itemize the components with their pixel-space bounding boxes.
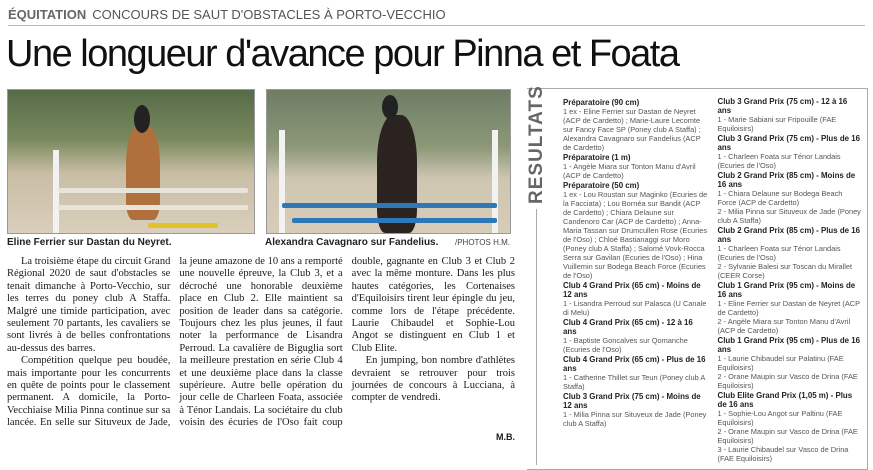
- article-paragraph: En jumping, bon nombre d'athlètes devraient se retrouver pour trois journées de concours à Lucciana, à compter de vendredi.: [351, 355, 515, 404]
- results-entry: 1 - Chiara Delaune sur Bodega Beach Force (ACP de Cardetto): [717, 189, 843, 207]
- results-entry: 2 - Sylvanie Balesi sur Toscan du Mirallet (CEER Corse): [717, 262, 853, 280]
- results-category-title: Club 3 Grand Prix (75 cm) - Plus de 16 ans: [717, 134, 861, 152]
- results-category-title: Club 4 Grand Prix (65 cm) - 12 à 16 ans: [563, 318, 693, 336]
- results-category-title: Préparatoire (1 m): [563, 153, 631, 162]
- results-entry: 1 - Marie Sabiani sur Fripouille (FAE Equiloisirs): [717, 115, 837, 133]
- results-category-title: Club 2 Grand Prix (85 cm) - Plus de 16 ans: [717, 226, 861, 244]
- kicker: [8, 7, 446, 22]
- results-entry: 1 - Laurie Chibaudel sur Palatinu (FAE Equiloisirs): [717, 354, 844, 372]
- article: [7, 256, 515, 442]
- results-entry: 1 ex - Lou Roustan sur Maginko (Ecuries de la Facciata) ; Lou Bornéa sur Bandit (ACP de Cardetto) ; Chiara Delaune sur Candenoro Car (ACP de Cardetto) ; Anna-Maria Tassan sur Drumcullen Rose (Ecuries de l'Oso) ; Chloé Bastianaggi sur Moro (Poney club A Staffa) ; Salomé Vovk-Rocca Serra sur Gavilan (Ecuries de l'Oso) ; Hina Vuillemin sur Bodega Beach Force (Ecuries de l'Oso): [563, 190, 708, 280]
- photo-alexandra-cavagnaro: [266, 89, 511, 234]
- results-entry: 2 - Orane Maupin sur Vasco de Drina (FAE Equiloisirs): [717, 372, 858, 390]
- results-label: RESULTATS: [526, 85, 547, 204]
- results-entry: 1 ex - Eline Ferrier sur Dastan de Neyret (ACP de Cardetto) ; Marie-Laure Lecomte sur Fancy Face SP (Poney club A Staffa) ; Alexandra Cavagnaro sur Fandelius (ACP de Cardetto): [563, 107, 701, 152]
- results-category-title: Club 1 Grand Prix (95 cm) - Plus de 16 ans: [717, 336, 861, 354]
- results-entry: 1 - Sophie-Lou Angot sur Paltinu (FAE Equiloisirs): [717, 409, 843, 427]
- article-body: [7, 256, 515, 430]
- results-list: [563, 97, 863, 463]
- header-rule: [8, 25, 865, 26]
- results-category-title: Préparatoire (90 cm): [563, 98, 640, 107]
- results-entry: 3 - Laurie Chibaudel sur Vasco de Drina (FAE Equiloisirs): [717, 445, 849, 463]
- results-entry: 2 - Orane Maupin sur Vasco de Drina (FAE Equiloisirs): [717, 427, 858, 445]
- article-paragraph: Compétition quelque peu boudée, mais importante pour les concurrents en quête de points pour le classement permanent. A domicile, la Porto-Vecchiaise Milia Pinna continue sur sa lancée. En selle sur Situveux de Jade, la jeune amazone de 10 ans a remporté une nouvelle épreuve, la Club 3, et a décroché une honorable deuxième place en Club 2. Elle maintient sa position de leader dans sa catégorie. Toujours chez les plus jeunes, il faut noter la performance de Lisandra Perroud. La cavalière de Biguglia sort la meilleure prestation en série Club 4 et une deuxième place dans la classe supérieure. Autre belle opération du jour celle de Charleen Foata, associée à Ténor Landais. La sociétaire du club voisin des écuries de l'Oso fait coup double, gagnante en Club 3 et Club 2 avec la même monture. Dans les plus hautes catégories, les Cortenaises d'Equiloisirs tirent leur épingle du jeu, comme lors de l'étape précédente. Laurie Chibaudel et Sophie-Lou Angot se distinguent en Club 1 et Club Elite.: [7, 256, 515, 429]
- results-entry: 1 - Catherine Thillet sur Teun (Poney club A Staffa): [563, 373, 705, 391]
- results-category-title: Club 4 Grand Prix (65 cm) - Plus de 16 ans: [563, 355, 706, 373]
- kicker-text: CONCOURS DE SAUT D'OBSTACLES À PORTO-VECCHIO: [92, 7, 446, 22]
- results-category-title: Club 1 Grand Prix (95 cm) - Moins de 16 ans: [717, 281, 856, 299]
- results-entry: 1 - Lisandra Perroud sur Palasca (U Canale di Melu): [563, 299, 707, 317]
- photo-caption: Eline Ferrier sur Dastan du Neyret.: [7, 237, 172, 248]
- author-signature: M.B.: [496, 431, 515, 442]
- results-category-title: Club 3 Grand Prix (75 cm) - 12 à 16 ans: [717, 97, 848, 115]
- photo-credit: /PHOTOS H.M.: [455, 238, 510, 247]
- results-entry: 2 - Angèle Miara sur Tonton Manu d'Avril (ACP de Cardetto): [717, 317, 851, 335]
- results-category-title: Club 2 Grand Prix (85 cm) - Moins de 16 ans: [717, 171, 856, 189]
- results-category-title: Club 3 Grand Prix (75 cm) - Moins de 12 ans: [563, 392, 701, 410]
- results-entry: 1 - Eline Ferrier sur Dastan de Neyret (ACP de Cardetto): [717, 299, 860, 317]
- results-entry: 1 - Baptiste Goncalves sur Qomanche (Ecuries de l'Oso): [563, 336, 688, 354]
- results-entry: 1 - Angèle Miara sur Tonton Manu d'Avril (ACP de Cardetto): [563, 162, 696, 180]
- results-box: [526, 85, 868, 470]
- results-entry: 1 - Charleen Foata sur Ténor Landais (Ecuries de l'Oso): [717, 152, 841, 170]
- article-paragraph: La troisième étape du circuit Grand Régional 2020 de saut d'obstacles se tenait dimanche à Porto-Vecchio, sur les terres du poney club A Staffa. Malgré une timide participation, avec seulement 70 partants, les cavaliers se sont livrés à de belles confrontations au-dessus des barres.: [7, 256, 171, 354]
- headline: Une longueur d'avance pour Pinna et Foata: [6, 33, 679, 75]
- section-label: ÉQUITATION: [8, 7, 87, 22]
- photo-eline-ferrier: [7, 89, 255, 234]
- photo-caption: Alexandra Cavagnaro sur Fandelius.: [265, 237, 439, 248]
- results-category-title: Préparatoire (50 cm): [563, 181, 640, 190]
- results-entry: 1 - Charleen Foata sur Ténor Landais (Ecuries de l'Oso): [717, 244, 841, 262]
- results-category-title: Club 4 Grand Prix (65 cm) - Moins de 12 ans: [563, 281, 701, 299]
- results-entry: 2 - Milia Pinna sur Situveux de Jade (Poney club A Staffa): [717, 207, 861, 225]
- results-entry: 1 - Milia Pinna sur Situveux de Jade (Poney club A Staffa): [563, 410, 707, 428]
- results-category-title: Club Elite Grand Prix (1,05 m) - Plus de 16 ans: [717, 391, 853, 409]
